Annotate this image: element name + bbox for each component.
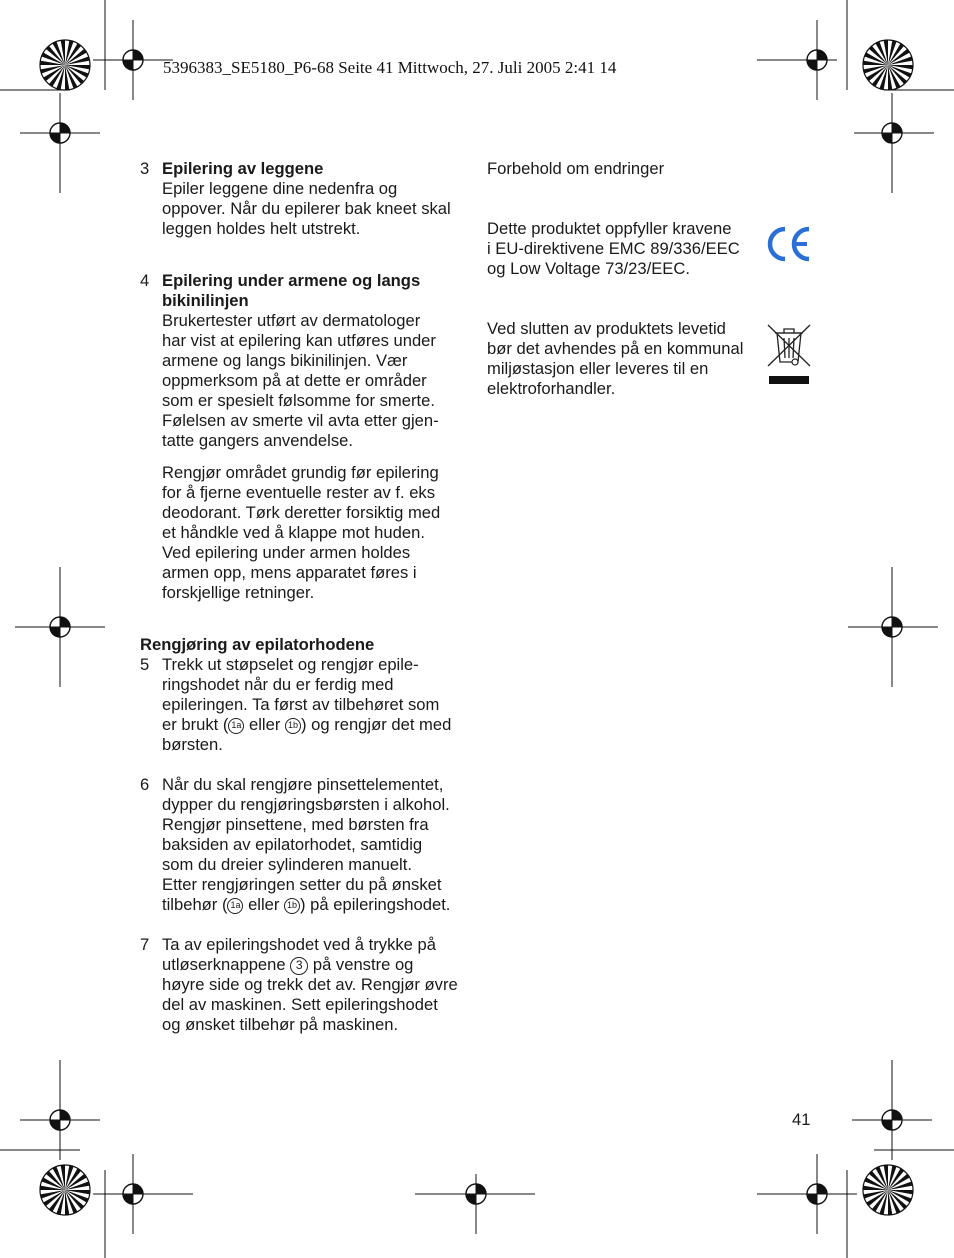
step-5 [140, 655, 475, 755]
ce-mark-icon [765, 223, 813, 265]
reservation-note: Forbehold om endringer [487, 159, 665, 178]
symbol-3: 3 [290, 957, 308, 975]
step-text: Brukertester utført av dermatologer har vist at epilering kan utføres under armene og langs bikinilinjen. Vær oppmerksom på at dette er områder som er spesielt følsomme for smerte. Følelsen av smerte vil avta etter gjen- tatte gangers anvendelse. [162, 311, 439, 450]
step-text [162, 935, 475, 1035]
step-3 [140, 159, 475, 239]
text-part: Trekk ut støpselet og rengjør epile- ringshodet når du er ferdig med epileringen. Ta først av tilbehøret som er brukt ( [162, 655, 440, 734]
symbol-1b: 1b [285, 718, 301, 734]
text-part: ) og rengjør det med børsten. [162, 715, 452, 754]
step-4 [140, 271, 475, 603]
text-part: ) på epileringshodet. [300, 895, 451, 914]
step-title: Epilering under armene og langs bikinilinjen [162, 271, 421, 310]
text-part: eller [244, 715, 285, 734]
page-number: 41 [792, 1110, 811, 1129]
left-column [140, 159, 475, 1035]
step-number: 3 [140, 159, 150, 178]
step-7 [140, 935, 475, 1035]
step-text: Epiler leggene dine nedenfra og oppover. Når du epilerer bak kneet skal leggen holdes helt utstrekt. [162, 179, 451, 238]
step-6 [140, 775, 475, 915]
step-number: 5 [140, 655, 150, 674]
step-number: 4 [140, 271, 150, 290]
section-heading: Rengjøring av epilatorhodene [140, 635, 375, 654]
step-number: 7 [140, 935, 150, 954]
step-text [162, 775, 475, 915]
text-part: Når du skal rengjøre pinsettelementet, dypper du rengjøringsbørsten i alkohol. Rengjør pinsettene, med børsten fra baksiden av epilatorhodet, samtidig som du dreier sylinderen manuelt. Etter rengjøringen setter du på ønsket tilbehør ( [162, 775, 450, 914]
step-title: Epilering av leggene [162, 159, 324, 178]
crossed-bin-icon [766, 322, 812, 386]
right-column [487, 159, 767, 399]
print-slug: 5396383_SE5180_P6-68 Seite 41 Mittwoch, 27. Juli 2005 2:41 14 [163, 58, 617, 77]
symbol-1b: 1b [284, 898, 300, 914]
symbol-1a: 1a [227, 898, 243, 914]
step-text [162, 655, 475, 755]
step-text-2: Rengjør området grundig før epilering for å fjerne eventuelle rester av f. eks deodorant. Tørk deretter forsiktig med et håndkle ved å klappe mot huden. Ved epilering under armen holdes armen opp, mens apparatet føres i forskjellige retninger. [162, 463, 441, 602]
text-part: Ta av epileringshodet ved å trykke på utløserknappene [162, 935, 436, 974]
step-number: 6 [140, 775, 150, 794]
disposal-note: Ved slutten av produktets levetid bør det avhendes på en kommunal miljøstasjon eller leveres til en elektroforhandler. [487, 319, 744, 398]
text-part: på venstre og høyre side og trekk det av. Rengjør øvre del av maskinen. Sett epileringshodet og ønsket tilbehør på maskinen. [162, 955, 458, 1034]
symbol-1a: 1a [228, 718, 244, 734]
ce-statement: Dette produktet oppfyller kravene i EU-direktivene EMC 89/336/EEC og Low Voltage 73/23/EEC. [487, 219, 740, 278]
text-part: eller [243, 895, 285, 914]
